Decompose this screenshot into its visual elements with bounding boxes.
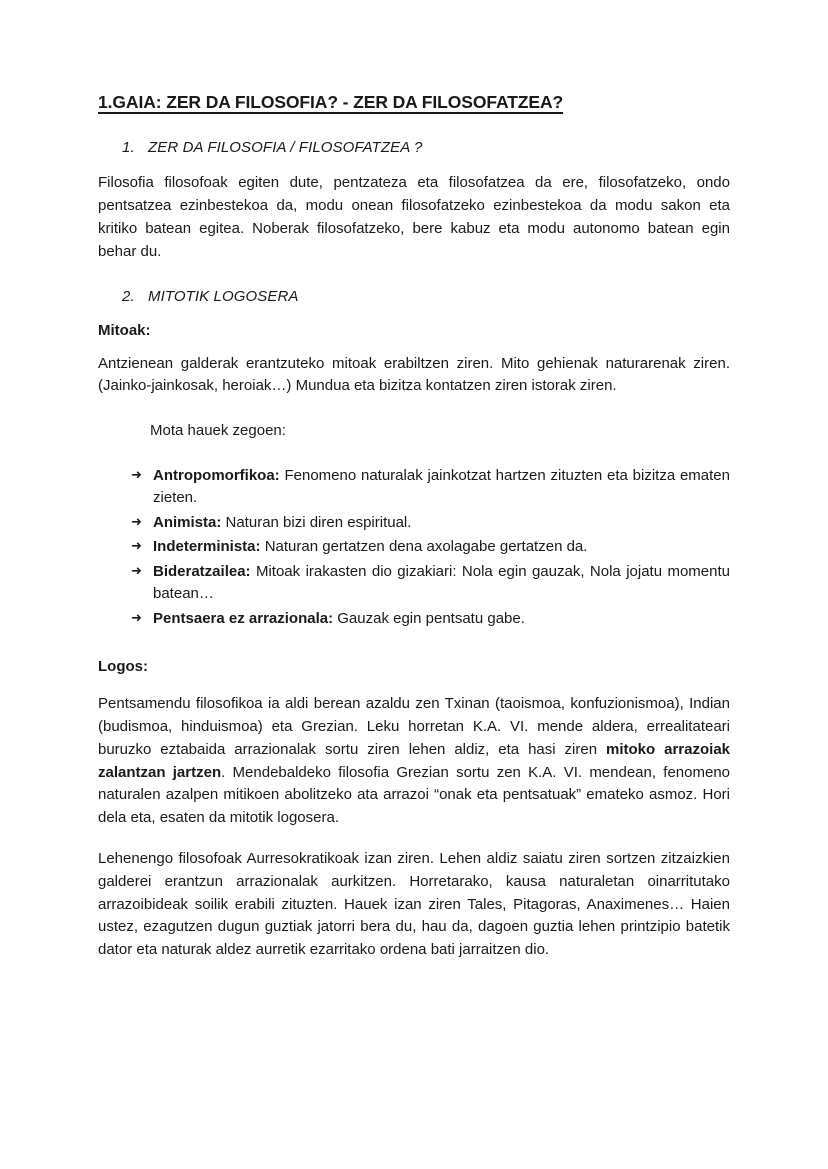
list-item-text: Naturan bizi diren espiritual.	[221, 513, 412, 531]
arrowhead-bullet-icon: ➜	[131, 467, 142, 483]
section-heading-1	[98, 138, 730, 158]
list-item-text: Gauzak egin pentsatu gabe.	[333, 609, 525, 627]
list-item	[131, 561, 730, 606]
arrowhead-bullet-icon: ➜	[131, 563, 142, 579]
list-item-text: Mitoak irakasten dio gizakiari: Nola egin gauzak, Nola jojatu momentu batean…	[153, 562, 730, 603]
document-content	[98, 92, 730, 962]
section-heading-2-label: MITOTIK LOGOSERA	[148, 288, 299, 306]
section-1-paragraph: Filosofia filosofoak egiten dute, pentzateza eta filosofatzea da ere, filosofatzeko, ondo pentsatzea ezinbestekoa da, modu onean filosofatzeko ezinbestekoa da modu sakon eta kritiko batean egitea. Noberak filosofatzeko, bere kabuz eta modu autonomo batean egin behar du.	[98, 174, 730, 260]
spacer	[98, 341, 730, 353]
logos-paragraph-1-part-2: . Mendebaldeko filosofia Grezian sortu zen K.A. VI. mendean, fenomeno naturalen azalpen mitikoen abolitzeko ata arrazoi “onak eta pentsatuak” emateko asmoz. Hori dela eta, esaten da mitotik logosera.	[98, 763, 730, 827]
mito-types-list	[98, 465, 730, 631]
section-number-1: 1.	[122, 138, 135, 156]
list-item	[131, 512, 730, 535]
logos-paragraph-2: Lehenengo filosofoak Aurresokratikoak izan ziren. Lehen aldiz saiatu ziren sortzen zitzaizkien galderei erantzun arrazionalak aurkitzen. Horretarako, kausa naturaletan oinarritutako arrazoibideak soilik erabili zituzten. Hauek izan ziren Tales, Pitagoras, Anaximenes… Haien ustez, ezagutzen dugun guztiak jatorri bera du, hau da, dagoen guztia lehen printzipio batetik dator eta naturak aldez aurretik ezarritako ordena bati jarraitzen dio.	[98, 849, 730, 959]
list-item-text: Fenomeno naturalak jainkotzat hartzen zituzten eta bizitza ematen zieten.	[153, 466, 730, 507]
spacer	[98, 677, 730, 693]
logos-paragraph-1-emphasis: mitoko arrazoiak zalantzan jartzen	[98, 740, 730, 781]
section-heading-1-label: ZER DA FILOSOFIA / FILOSOFATZEA ?	[148, 138, 423, 156]
page-title: 1.GAIA: ZER DA FILOSOFIA? - ZER DA FILOSOFATZEA?	[98, 92, 564, 112]
list-item-term: Animista:	[153, 513, 222, 531]
list-item-text: Naturan gertatzen dena axolagabe gertatzen da.	[260, 538, 588, 556]
logos-label: Logos:	[98, 658, 148, 676]
list-item-term: Antropomorfikoa:	[153, 466, 280, 484]
spacer	[98, 830, 730, 848]
list-item-term: Pentsaera ez arrazionala:	[153, 609, 334, 627]
list-item	[131, 536, 730, 559]
logos-paragraph-1	[98, 693, 730, 830]
logos-paragraph-1-part-1: Pentsamendu filosofikoa ia aldi berean azaldu zen Txinan (taoismoa, konfuzionismoa), Indian (budismoa, hinduismoa) eta Grezian. Leku horretan K.A. VI. mende aldera, errealitateari buruzko eztabaida arrazionalak sortu ziren lehen aldiz, eta hasi ziren	[98, 695, 730, 758]
section-heading-2	[98, 287, 730, 307]
list-item-term: Bideratzailea:	[153, 562, 251, 580]
spacer	[98, 443, 730, 465]
spacer	[98, 632, 730, 656]
mitoak-paragraph: Antzienean galderak erantzuteko mitoak erabiltzen ziren. Mito gehienak naturarenak ziren. (Jainko-jainkosak, heroiak…) Mundua eta bizitza kontatzen ziren istorak ziren.	[98, 354, 730, 395]
spacer	[98, 263, 730, 287]
spacer	[98, 308, 730, 320]
arrowhead-bullet-icon: ➜	[131, 539, 142, 555]
list-item-term: Indeterminista:	[153, 538, 261, 556]
list-intro: Mota hauek zegoen:	[150, 422, 286, 440]
mitoak-label: Mitoak:	[98, 321, 151, 339]
arrowhead-bullet-icon: ➜	[131, 610, 142, 626]
spacer	[98, 398, 730, 420]
list-item	[131, 608, 730, 631]
list-item	[131, 465, 730, 510]
arrowhead-bullet-icon: ➜	[131, 514, 142, 530]
spacer	[98, 158, 730, 172]
section-number-2: 2.	[122, 288, 135, 306]
spacer	[98, 114, 730, 138]
